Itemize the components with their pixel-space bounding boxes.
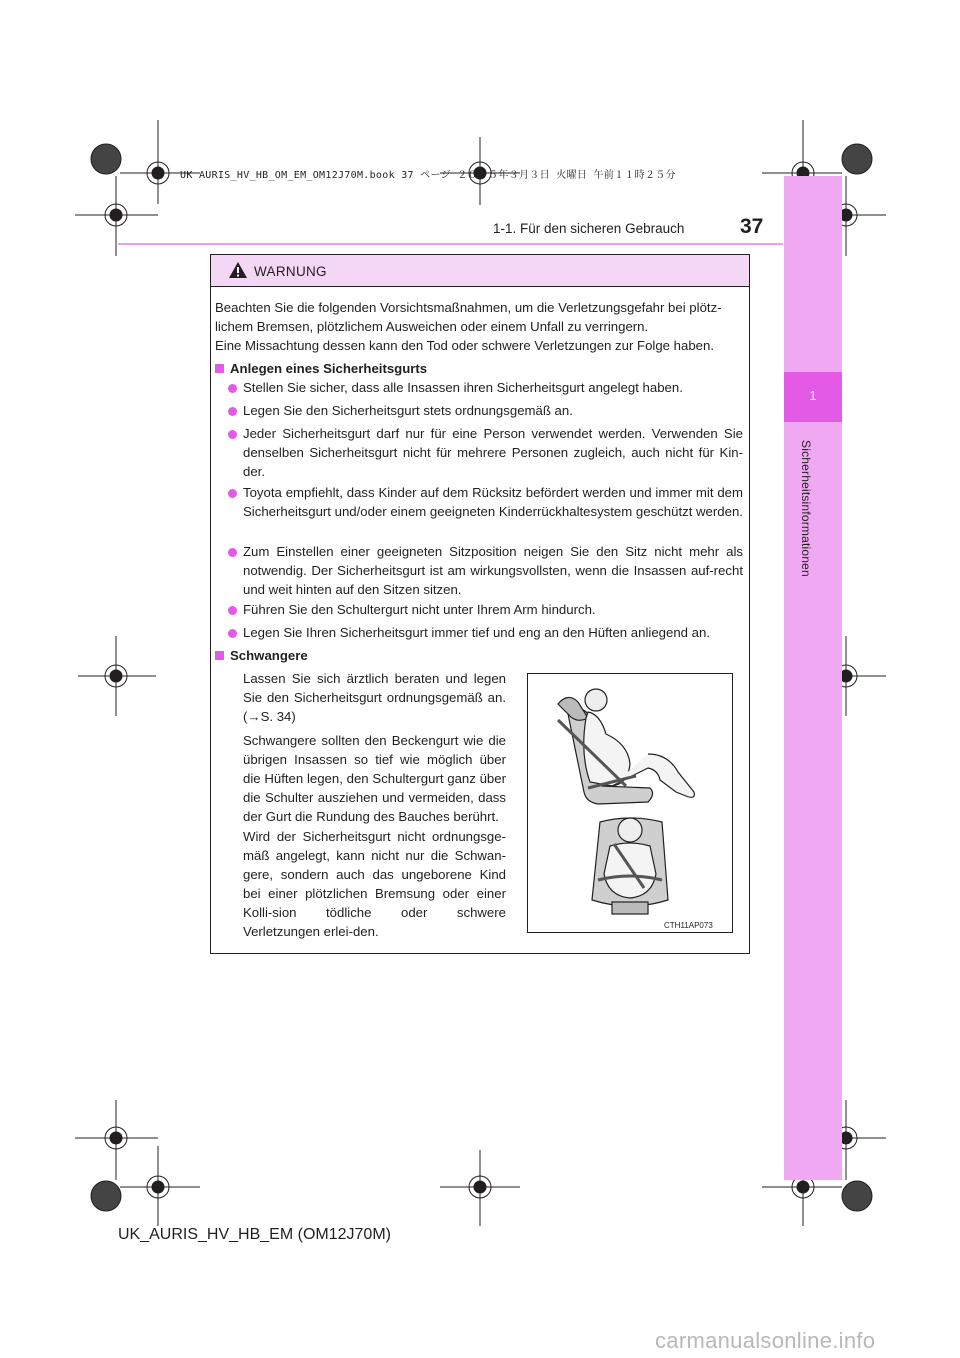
page-number: 37 xyxy=(740,215,764,238)
bullet-item-4: Toyota empfiehlt, dass Kinder auf dem Rücksitz befördert werden und immer mit dem Sicherheitsgurt und/oder einem geeigneten Kinderrückhaltesystem geschützt werden. xyxy=(243,485,743,519)
bullet-item-2: Legen Sie den Sicherheitsgurt stets ordnungsgemäß an. xyxy=(243,403,573,418)
bullet-icon xyxy=(228,606,237,615)
bullet-icon xyxy=(228,548,237,557)
bullet-item-5: Zum Einstellen einer geeigneten Sitzposition neigen Sie den Sitz nicht mehr als notwendig. Der Sicherheitsgurt ist am wirkungsvollsten, wenn die Insassen auf-recht und weit hinten auf den Sitzen sitzen. xyxy=(243,544,743,597)
bullet-icon xyxy=(228,384,237,393)
warning-intro-1: Beachten Sie die folgenden Vorsichtsmaßnahmen, um die Verletzungsgefahr bei plötz- xyxy=(215,300,722,315)
pregnancy-paragraph-3: Wird der Sicherheitsgurt nicht ordnungsge-mäß angelegt, kann nicht nur die Schwan-gere, sondern auch das ungeborene Kind bei einer plötzlichen Bremsung oder einer Kolli-sion tödliche oder schwere Verletzungen erlei-den. xyxy=(243,829,506,939)
bullet-item-3: Jeder Sicherheitsgurt darf nur für eine Person verwendet werden. Verwenden Sie denselben Sicherheitsgurt nicht für mehrere Personen zugleich, auch nicht für Kin-der. xyxy=(243,426,743,479)
illustration-code: CTH11AP073 xyxy=(664,921,713,930)
chapter-label: Sicherheitsinformationen xyxy=(799,440,813,577)
section-title: 1-1. Für den sicheren Gebrauch xyxy=(493,221,685,236)
warning-triangle-icon xyxy=(228,261,248,279)
watermark: carmanualsonline.info xyxy=(655,1328,876,1353)
warning-intro-2: lichem Bremsen, plötzlichem Ausweichen oder einem Unfall zu verringern. xyxy=(215,319,649,334)
header-rule xyxy=(118,243,783,245)
square-bullet-icon xyxy=(215,651,224,660)
print-info: UK AURIS_HV_HB_OM_EM_OM12J70M.book 37 ページ ２０１５年３月３日 火曜日 午前１１時２５分 xyxy=(180,170,676,181)
section-heading-seatbelt: Anlegen eines Sicherheitsgurts xyxy=(215,359,743,378)
chapter-number: 1 xyxy=(809,388,817,403)
section-heading-pregnant: Schwangere xyxy=(215,646,743,665)
warning-title: WARNUNG xyxy=(254,264,327,279)
bullet-icon xyxy=(228,430,237,439)
pregnant-seatbelt-illustration xyxy=(527,673,733,933)
square-bullet-icon xyxy=(215,364,224,373)
chapter-side-bar xyxy=(784,176,842,1180)
bullet-item-6: Führen Sie den Schultergurt nicht unter Ihrem Arm hindurch. xyxy=(243,602,596,617)
bullet-icon xyxy=(228,629,237,638)
pregnancy-paragraph-1: Lassen Sie sich ärztlich beraten und legen Sie den Sicherheitsgurt ordnungsgemäß an. (→S. 34) xyxy=(243,671,506,724)
bullet-item-7: Legen Sie Ihren Sicherheitsgurt immer tief und eng an den Hüften anliegend an. xyxy=(243,625,710,640)
bullet-icon xyxy=(228,407,237,416)
bullet-item-1: Stellen Sie sicher, dass alle Insassen ihren Sicherheitsgurt angelegt haben. xyxy=(243,380,683,395)
document-code: UK_AURIS_HV_HB_EM (OM12J70M) xyxy=(118,1226,391,1243)
warning-intro-3: Eine Missachtung dessen kann den Tod oder schwere Verletzungen zur Folge haben. xyxy=(215,338,715,353)
bullet-icon xyxy=(228,489,237,498)
seated-pregnant-woman-illustration xyxy=(528,674,732,932)
pregnancy-paragraph-2: Schwangere sollten den Beckengurt wie die übrigen Insassen so tief wie möglich über die Hüften legen, den Schultergurt ganz über die Schulter ausziehen und vermeiden, dass der Gurt die Rundung des Bauches berührt. xyxy=(243,733,506,824)
